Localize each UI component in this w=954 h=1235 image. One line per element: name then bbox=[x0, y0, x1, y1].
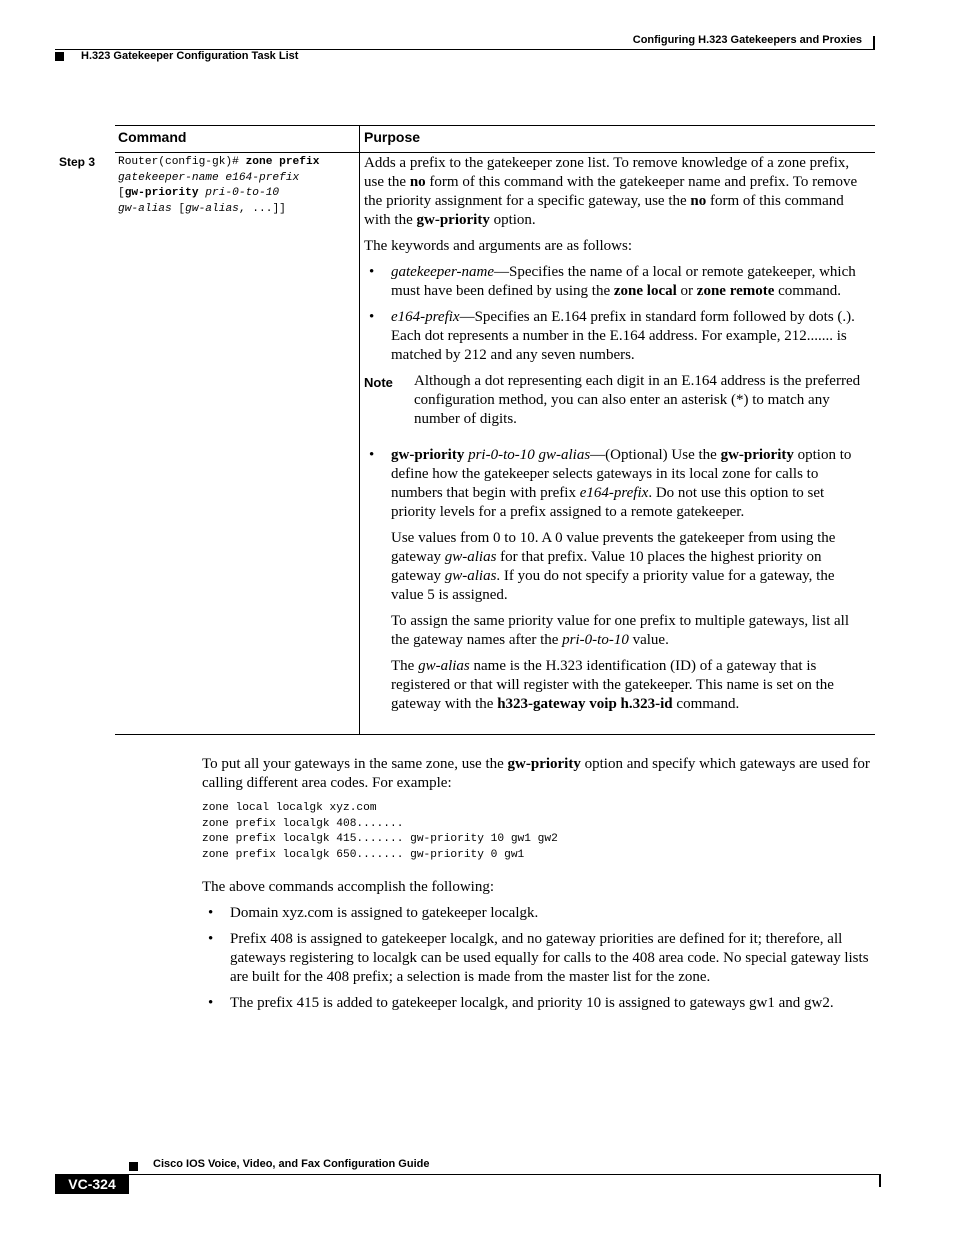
purpose-cell bbox=[364, 154, 870, 721]
list-item: • gatekeeper-name—Specifies the name of a local or remote gatekeeper, which must have been defined by using the zone local or zone remote command. bbox=[369, 264, 856, 299]
list-item: • gw-priority pri-0-to-10 gw-alias—(Optional) Use the gw-priority option to define how the gatekeeper selects gateways in its local zone for calls to numbers that begin with prefix e164-prefix. Do not use this option to set priority levels for a prefix assigned to a remote gatekeeper. bbox=[369, 447, 852, 520]
note-block bbox=[364, 372, 870, 429]
table-header-command: Command bbox=[118, 129, 187, 145]
bullet-icon: • bbox=[208, 905, 214, 921]
step-label: Step 3 bbox=[59, 155, 96, 169]
code-line: zone prefix localgk 650....... gw-priority 0 gw1 bbox=[202, 848, 525, 861]
running-header-section: H.323 Gatekeeper Configuration Task List bbox=[81, 50, 299, 62]
table-top-rule bbox=[115, 125, 875, 126]
running-header-chapter: Configuring H.323 Gatekeepers and Proxies bbox=[632, 34, 862, 46]
footer-guide-title: Cisco IOS Voice, Video, and Fax Configuration Guide bbox=[153, 1158, 430, 1170]
list-item: • e164-prefix—Specifies an E.164 prefix in standard form followed by dots (.). Each dot represents a number in the E.164 address. For example, 212....... is matched by 212 and any seven numbers. bbox=[369, 309, 855, 363]
bullet-icon: • bbox=[208, 995, 214, 1011]
command-syntax: Router(config-gk)# zone prefix gatekeeper-name e164-prefix [gw-priority pri-0-to-10 gw-alias [gw-alias, ...]] bbox=[118, 156, 320, 215]
footer-rule-bar bbox=[879, 1174, 881, 1187]
table-column-divider bbox=[359, 125, 360, 735]
list-item: • Domain xyz.com is assigned to gatekeeper localgk. bbox=[208, 905, 539, 921]
code-line: zone local localgk xyz.com bbox=[202, 802, 377, 814]
bullet-icon: • bbox=[369, 447, 375, 463]
note-label: Note bbox=[364, 375, 393, 390]
bullet-icon: • bbox=[369, 309, 375, 325]
table-header-rule bbox=[115, 152, 875, 153]
bullet-icon: • bbox=[208, 931, 214, 947]
keywords-intro: The keywords and arguments are as follows: bbox=[364, 238, 632, 254]
page-number: VC-324 bbox=[55, 1174, 129, 1194]
intro-paragraph: To put all your gateways in the same zone, use the gw-priority option and specify which gateways are used for calling different area codes. For example: bbox=[202, 756, 870, 791]
note-text: Although a dot representing each digit in an E.164 address is the preferred configuration method, you can also enter an asterisk (*) to match any number of digits. bbox=[414, 373, 861, 427]
footer-rule bbox=[129, 1174, 881, 1175]
bullet-icon: • bbox=[369, 264, 375, 280]
purpose-paragraph: Adds a prefix to the gatekeeper zone list. To remove knowledge of a zone prefix, use the no form of this command with the gatekeeper name and prefix. To remove the priority assignment for a specific gateway, use the no form of this command with the gw-priority option. bbox=[364, 155, 858, 228]
sub-paragraph: The gw-alias name is the H.323 identification (ID) of a gateway that is registered or that will register with the gatekeeper. This name is set on the gateway with the h323-gateway voip h.323-id command. bbox=[391, 658, 834, 712]
footer-marker bbox=[129, 1162, 138, 1171]
list-item: • The prefix 415 is added to gatekeeper localgk, and priority 10 is assigned to gateways gw1 and gw2. bbox=[208, 995, 834, 1011]
code-line: zone prefix localgk 415....... gw-priority 10 gw1 gw2 bbox=[202, 833, 558, 846]
sub-paragraph: To assign the same priority value for one prefix to multiple gateways, list all the gateway names after the pri-0-to-10 value. bbox=[391, 613, 850, 648]
header-rule-bar bbox=[873, 36, 875, 50]
sub-paragraph: Use values from 0 to 10. A 0 value prevents the gatekeeper from using the gateway gw-alias for that prefix. Value 10 places the highest priority on gateway gw-alias. If you do not specify a priority value for a gateway, the value 5 is assigned. bbox=[391, 530, 836, 603]
summary-paragraph: The above commands accomplish the following: bbox=[202, 879, 495, 895]
table-header-purpose: Purpose bbox=[364, 129, 421, 145]
result-list bbox=[202, 904, 882, 1020]
table-bottom-rule bbox=[115, 734, 875, 735]
header-marker bbox=[55, 52, 64, 61]
code-line: zone prefix localgk 408....... bbox=[202, 817, 404, 830]
list-item: • Prefix 408 is assigned to gatekeeper localgk, and no gateway priorities are defined for it; therefore, all gateways registering to localgk can be used equally for calls to the 408 area code. No special gateway lists are built for the 408 prefix; a selection is made from the master list for the zone. bbox=[208, 931, 869, 985]
code-example bbox=[202, 801, 558, 863]
